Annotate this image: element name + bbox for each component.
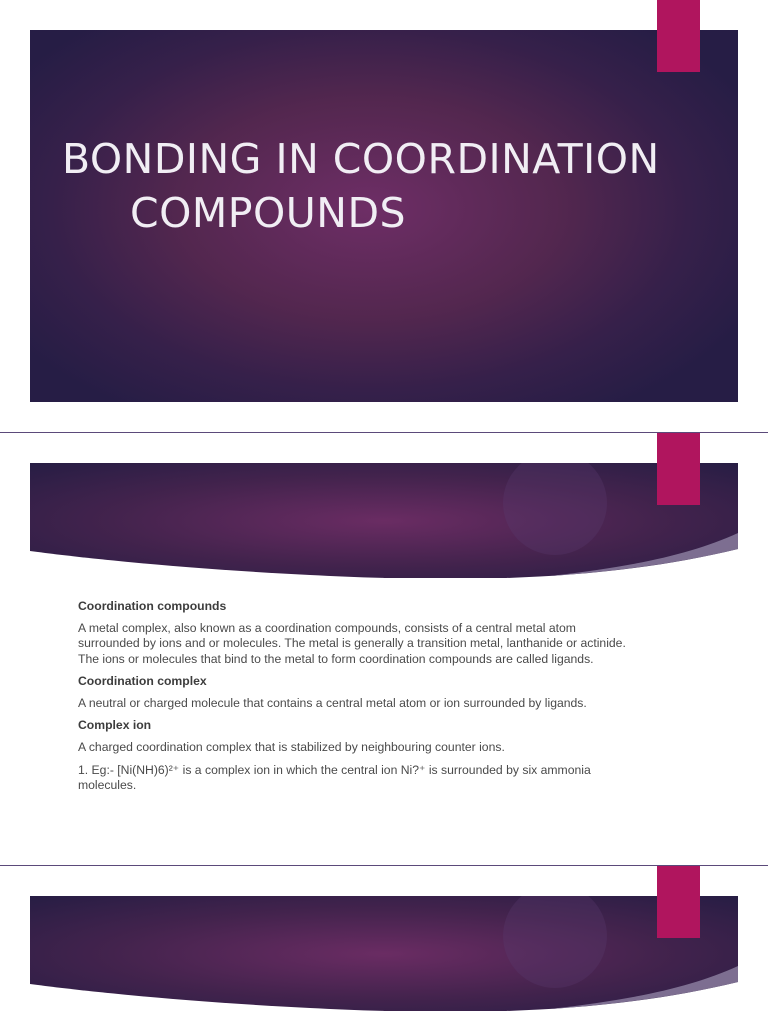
slide-title-line-1: BONDING IN COORDINATION: [62, 135, 660, 183]
accent-tab: [657, 433, 700, 505]
content-slide: [0, 433, 768, 865]
slide-title: [62, 132, 712, 240]
section-text: A metal complex, also known as a coordination compounds, consists of a central metal atom surrounded by ions and or molecules. The metal is generally a transition metal, lanthanide or actinide. The ions or molecules that bind to the metal to form coordination compounds are called ligands.: [78, 621, 626, 666]
accent-tab: [657, 0, 700, 72]
slide-body: [78, 599, 638, 800]
section-text: A neutral or charged molecule that contains a central metal atom or ion surrounded by ligands.: [78, 696, 587, 711]
section-text: A charged coordination complex that is stabilized by neighbouring counter ions.: [78, 740, 505, 755]
section-heading: Coordination complex: [78, 673, 207, 688]
next-slide: [0, 866, 768, 1024]
section-heading: Coordination compounds: [78, 599, 227, 613]
slide-title-line-2: COMPOUNDS: [130, 189, 407, 237]
header-banner: [30, 463, 738, 578]
example-text: 1. Eg:- [Ni(NH)6)²⁺ is a complex ion in which the central ion Ni?⁺ is surrounded by six ammonia molecules.: [78, 762, 591, 792]
section-heading: Complex ion: [78, 718, 152, 733]
accent-tab: [657, 866, 700, 938]
title-slide: [0, 0, 768, 432]
header-banner: [30, 896, 738, 1011]
